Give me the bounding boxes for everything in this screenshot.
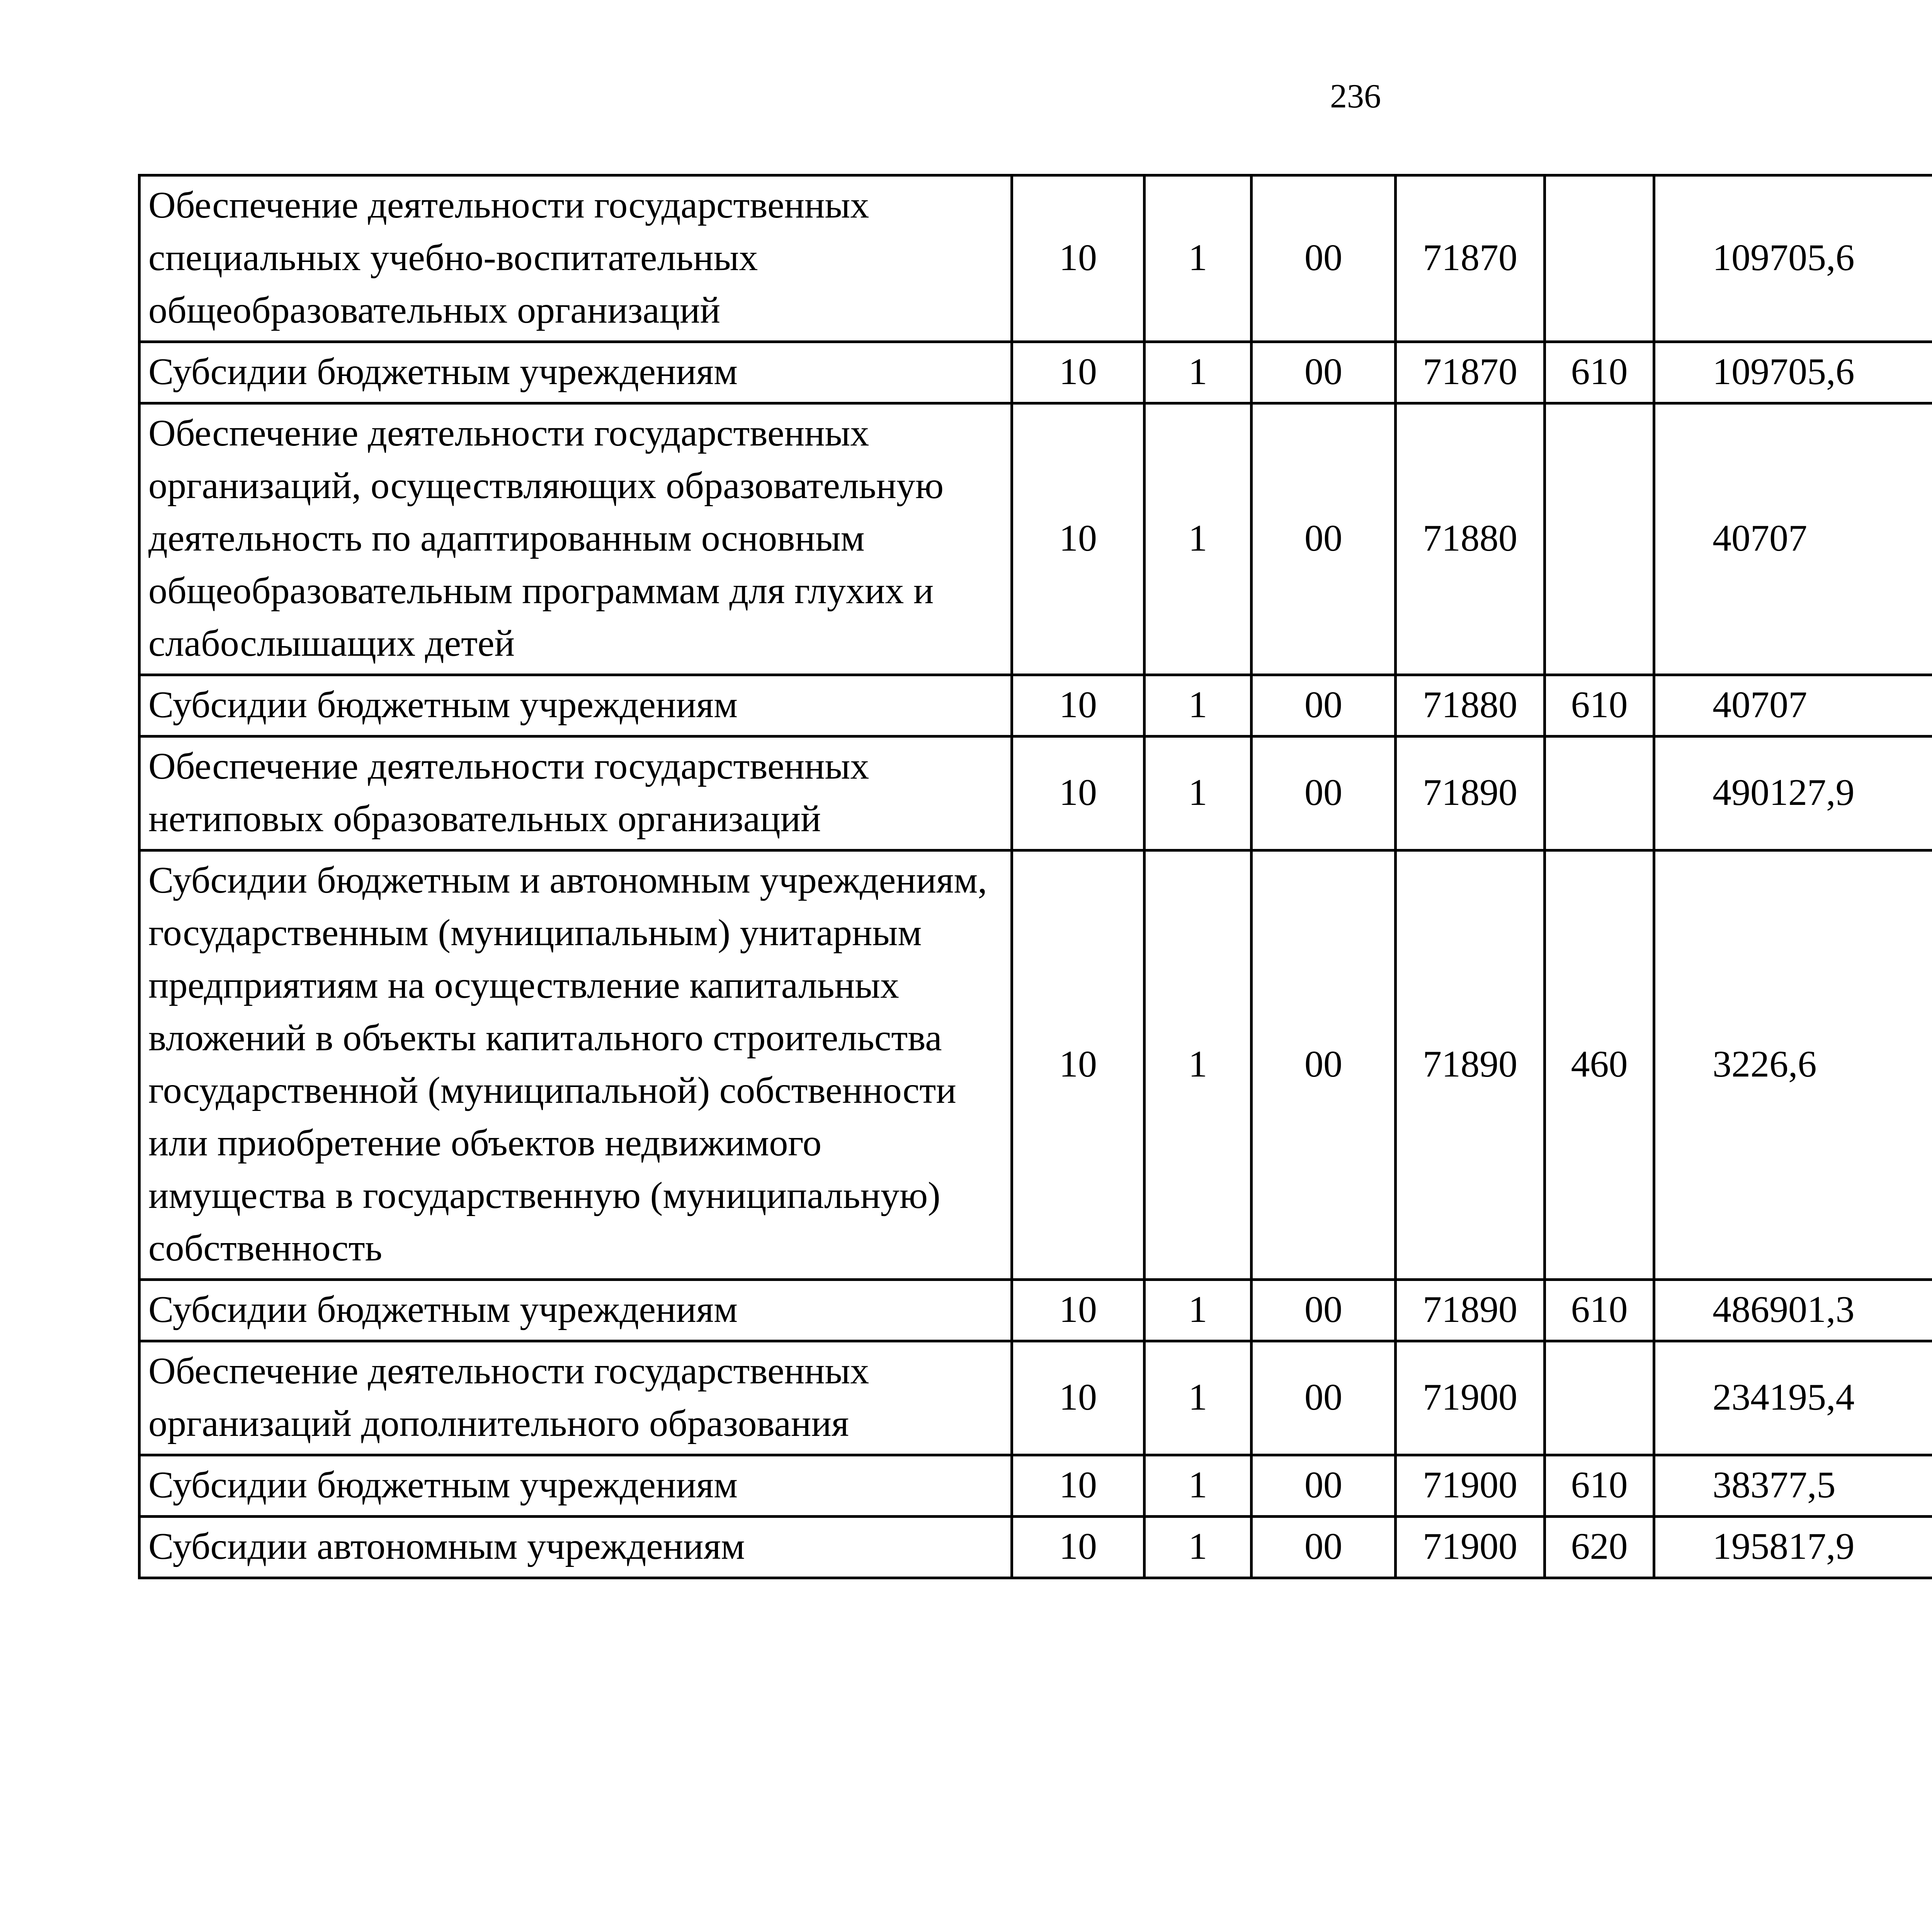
table-row: [139, 737, 1932, 850]
program-cell: 00: [1252, 737, 1396, 850]
subsection-cell: 1: [1145, 850, 1252, 1280]
program-cell: 00: [1252, 175, 1396, 342]
amount-cell: 195817,9: [1654, 1517, 1932, 1578]
program-cell: 00: [1252, 1517, 1396, 1578]
page-number: 236: [1330, 78, 1381, 115]
target-code-cell: 71890: [1396, 850, 1545, 1280]
expense-type-cell: [1545, 737, 1654, 850]
row-name: Субсидии бюджетным учреждениям: [139, 342, 1012, 403]
target-code-cell: 71870: [1396, 342, 1545, 403]
table-row: [139, 342, 1932, 403]
section-cell: 10: [1012, 850, 1145, 1280]
amount-cell: 490127,9: [1654, 737, 1932, 850]
target-code-cell: 71880: [1396, 675, 1545, 737]
amount-cell: 38377,5: [1654, 1455, 1932, 1517]
target-code-cell: 71900: [1396, 1341, 1545, 1455]
expense-type-cell: [1545, 1341, 1654, 1455]
row-name: Обеспечение деятельности государственных организаций дополнительного образования: [139, 1341, 1012, 1455]
section-cell: 10: [1012, 175, 1145, 342]
subsection-cell: 1: [1145, 175, 1252, 342]
row-name: Субсидии бюджетным учреждениям: [139, 1280, 1012, 1341]
table-row: [139, 850, 1932, 1280]
program-cell: 00: [1252, 675, 1396, 737]
section-cell: 10: [1012, 737, 1145, 850]
expense-type-cell: [1545, 403, 1654, 675]
program-cell: 00: [1252, 403, 1396, 675]
row-name: Обеспечение деятельности государственных нетиповых образовательных организаций: [139, 737, 1012, 850]
expense-type-cell: 460: [1545, 850, 1654, 1280]
amount-cell: 234195,4: [1654, 1341, 1932, 1455]
subsection-cell: 1: [1145, 675, 1252, 737]
subsection-cell: 1: [1145, 1455, 1252, 1517]
amount-cell: 486901,3: [1654, 1280, 1932, 1341]
table-row: [139, 175, 1932, 342]
table-row: [139, 675, 1932, 737]
table-body: [139, 175, 1932, 1578]
section-cell: 10: [1012, 1517, 1145, 1578]
section-cell: 10: [1012, 1341, 1145, 1455]
section-cell: 10: [1012, 342, 1145, 403]
target-code-cell: 71890: [1396, 1280, 1545, 1341]
target-code-cell: 71870: [1396, 175, 1545, 342]
table-row: [139, 403, 1932, 675]
subsection-cell: 1: [1145, 737, 1252, 850]
table-row: [139, 1341, 1932, 1455]
amount-cell: 3226,6: [1654, 850, 1932, 1280]
target-code-cell: 71890: [1396, 737, 1545, 850]
target-code-cell: 71880: [1396, 403, 1545, 675]
expense-type-cell: 610: [1545, 1455, 1654, 1517]
budget-table: [138, 174, 1932, 1579]
table-row: [139, 1280, 1932, 1341]
program-cell: 00: [1252, 850, 1396, 1280]
section-cell: 10: [1012, 403, 1145, 675]
amount-cell: 109705,6: [1654, 175, 1932, 342]
subsection-cell: 1: [1145, 342, 1252, 403]
subsection-cell: 1: [1145, 1341, 1252, 1455]
program-cell: 00: [1252, 1341, 1396, 1455]
row-name: Обеспечение деятельности государственных специальных учебно-воспитательных общеобразовательных организаций: [139, 175, 1012, 342]
expense-type-cell: 610: [1545, 342, 1654, 403]
target-code-cell: 71900: [1396, 1517, 1545, 1578]
row-name: Субсидии бюджетным учреждениям: [139, 1455, 1012, 1517]
target-code-cell: 71900: [1396, 1455, 1545, 1517]
amount-cell: 40707: [1654, 403, 1932, 675]
amount-cell: 109705,6: [1654, 342, 1932, 403]
table-row: [139, 1517, 1932, 1578]
program-cell: 00: [1252, 1455, 1396, 1517]
table-row: [139, 1455, 1932, 1517]
amount-cell: 40707: [1654, 675, 1932, 737]
row-name: Обеспечение деятельности государственных организаций, осуществляющих образовательную деятельность по адаптированным основным общеобразовательным программам для глухих и слабослышащих детей: [139, 403, 1012, 675]
program-cell: 00: [1252, 1280, 1396, 1341]
section-cell: 10: [1012, 675, 1145, 737]
row-name: Субсидии бюджетным учреждениям: [139, 675, 1012, 737]
expense-type-cell: 620: [1545, 1517, 1654, 1578]
subsection-cell: 1: [1145, 1517, 1252, 1578]
row-name: Субсидии бюджетным и автономным учреждениям, государственным (муниципальным) унитарным предприятиям на осуществление капитальных вложений в объекты капитального строительства государственной (муниципальной) собственности или приобретение объектов недвижимого имущества в государственную (муниципальную) собственность: [139, 850, 1012, 1280]
program-cell: 00: [1252, 342, 1396, 403]
subsection-cell: 1: [1145, 1280, 1252, 1341]
row-name: Субсидии автономным учреждениям: [139, 1517, 1012, 1578]
subsection-cell: 1: [1145, 403, 1252, 675]
section-cell: 10: [1012, 1455, 1145, 1517]
expense-type-cell: 610: [1545, 675, 1654, 737]
expense-type-cell: [1545, 175, 1654, 342]
section-cell: 10: [1012, 1280, 1145, 1341]
expense-type-cell: 610: [1545, 1280, 1654, 1341]
